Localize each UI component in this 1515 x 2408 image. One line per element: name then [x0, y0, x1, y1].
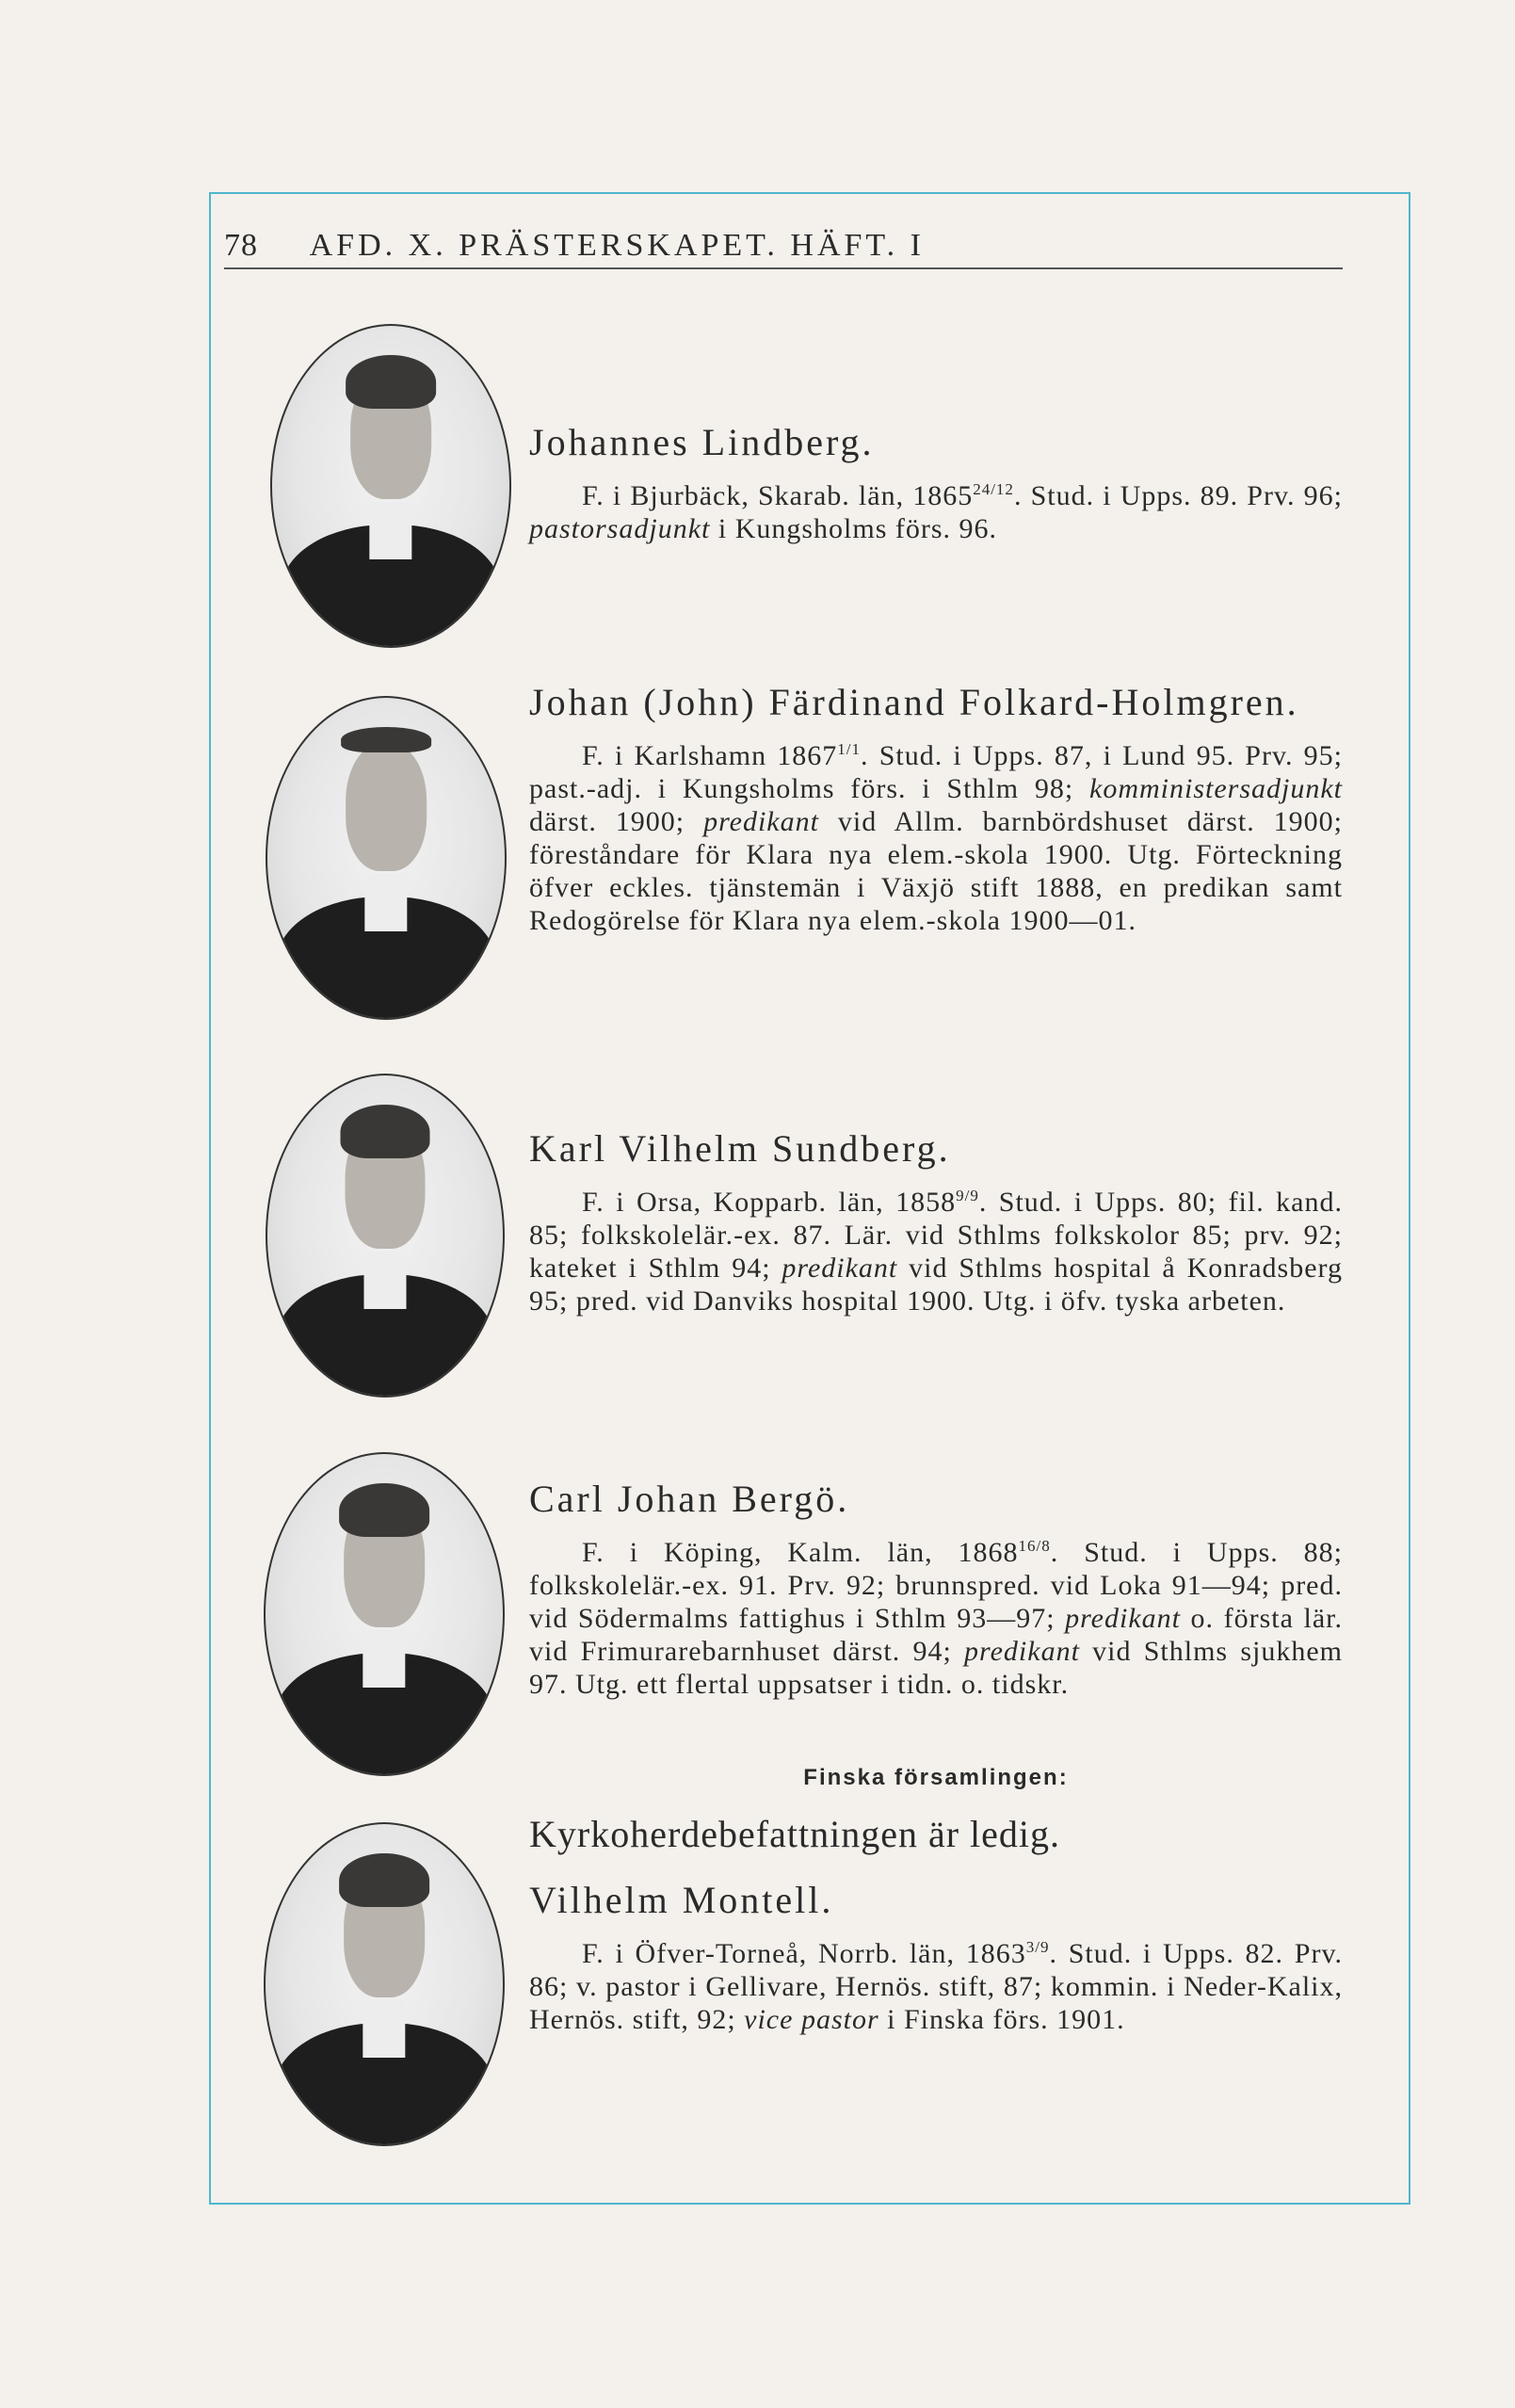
entry-bio: F. i Bjurbäck, Skarab. län, $1865^{24/12}$. Stud. i Upps. 89. Prv. 96; pastorsadjunkt i Kungsholms förs. 96.: [529, 480, 1343, 544]
entry-name: Karl Vilhelm Sundberg.: [529, 1127, 951, 1170]
entry-bio: F. i Öfver-Torneå, Norrb. län, $1863^{3/9}$. Stud. i Upps. 82. Prv. 86; v. pastor i Gellivare, Hernös. stift, 87; kommin. i Neder-Kalix, Hernös. stift, 92; vice pastor i Finska förs. 1901.: [529, 1938, 1343, 2035]
entry-johannes-lindberg: [529, 420, 1343, 545]
section-heading: Finska församlingen:: [803, 1765, 1069, 1790]
entry-vilhelm-montell: [529, 1878, 1343, 2036]
entry-name: Johannes Lindberg.: [529, 421, 875, 463]
portrait-carl-bergo: [264, 1452, 505, 1776]
entry-karl-sundberg: [529, 1126, 1343, 1317]
entry-carl-bergo: [529, 1477, 1343, 1701]
vacancy-notice: Kyrkoherdebefattningen är ledig.: [529, 1813, 1061, 1855]
entry-name: Johan (John) Färdinand Folkard-Holmgren.: [529, 681, 1299, 723]
entry-bio: F. i Köping, Kalm. län, $1868^{16/8}$. Stud. i Upps. 88; folkskolelär.-ex. 91. Prv. 92; brunnspred. vid Loka 91—94; pred. vid Södermalms fattighus i Sthlm 93—97; predikant o. första lär. vid Frimurarebarnhuset därst. 94; predikant vid Sthlms sjukhem 97. Utg. ett flertal uppsatser i tidn. o. tidskr.: [529, 1537, 1344, 1700]
entry-name: Vilhelm Montell.: [529, 1879, 834, 1921]
portrait-karl-sundberg: [266, 1074, 505, 1398]
portrait-johannes-lindberg: [270, 324, 511, 648]
portrait-folkard-holmgren: [266, 696, 507, 1020]
running-title: AFD. X. PRÄSTERSKAPET. HÄFT. I: [309, 228, 925, 263]
entry-name: Carl Johan Bergö.: [529, 1478, 850, 1520]
entry-bio: F. i Orsa, Kopparb. län, $1858^{9/9}$. Stud. i Upps. 80; fil. kand. 85; folkskolelär.-ex. 87. Lär. vid Sthlms folkskolor 85; prv. 92; kateket i Sthlm 94; predikant vid Sthlms hospital å Konradsberg 95; pred. vid Danviks hospital 1900. Utg. i öfv. tyska arbeten.: [529, 1187, 1343, 1317]
portrait-vilhelm-montell: [264, 1822, 505, 2146]
page-number: 78: [224, 228, 258, 263]
running-header: [224, 228, 1343, 269]
entry-bio: F. i Karlshamn $1867^{1/1}$. Stud. i Upps. 87, i Lund 95. Prv. 95; past.-adj. i Kungsholms förs. i Sthlm 98; komministersadjunkt därst. 1900; predikant vid Allm. barnbördshuset därst. 1900; föreståndare för Klara nya elem.-skola 1900. Utg. Förteckning öfver eckles. tjänstemän i Växjö stift 1888, en predikan samt Redogörelse för Klara nya elem.-skola 1900—01.: [529, 740, 1344, 936]
entry-folkard-holmgren: [529, 680, 1343, 937]
